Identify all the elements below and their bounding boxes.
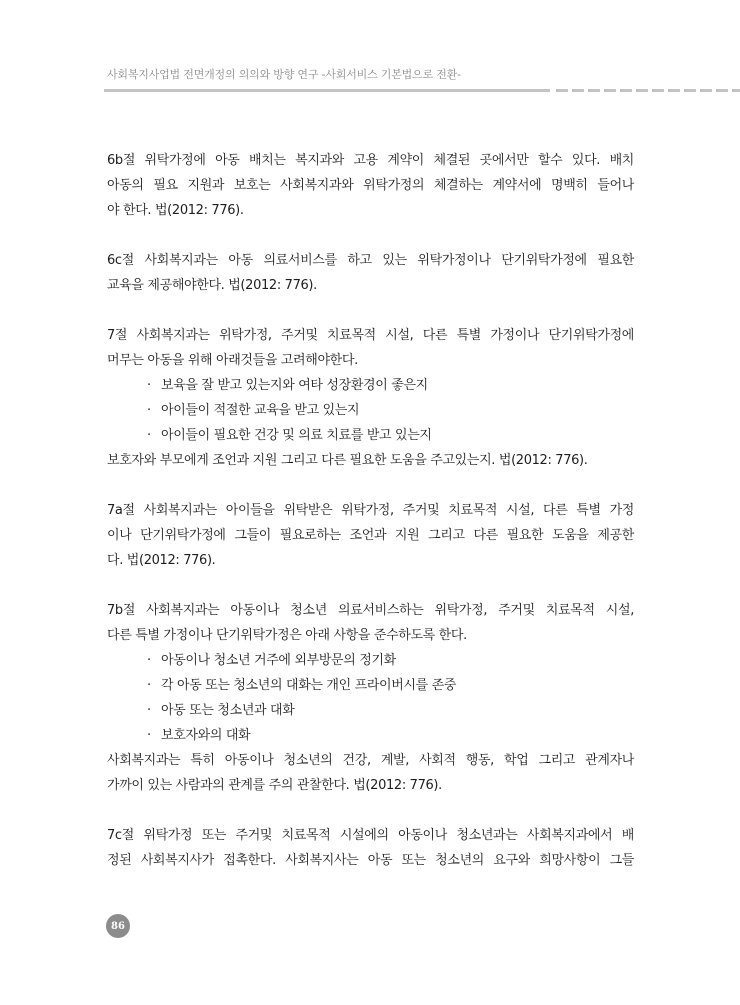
- body-text: [107, 148, 634, 898]
- list-item-text: 각 아동 또는 청소년의 대화는 개인 프라이버시를 존중: [161, 678, 457, 693]
- bullet-glyph: ·: [147, 728, 151, 743]
- text-line: 다. 법(2012: 776).: [107, 553, 216, 568]
- bullet-glyph: ·: [147, 678, 151, 693]
- list-item-text: 아동이나 청소년 거주에 외부방문의 정기화: [161, 653, 396, 668]
- bullet-glyph: ·: [147, 378, 151, 393]
- text-line: 정된 사회복지사가 접촉한다. 사회복지사는 아동 또는 청소년의 요구와 희망사항이 그들: [107, 853, 634, 868]
- text-line: 7절 사회복지과는 위탁가정, 주거및 치료목적 시설, 다른 특별 가정이나 단기위탁가정에: [107, 328, 634, 343]
- text-line: 아동의 필요 지원과 보호는 사회복지과와 위탁가정의 체결하는 계약서에 명백히 들어나: [107, 178, 634, 193]
- running-header: 사회복지사업법 전면개정의 의의와 방향 연구 -사회서비스 기본법으로 전환-: [107, 68, 461, 81]
- list-item-text: 아동 또는 청소년과 대화: [161, 703, 295, 718]
- list-item: [107, 423, 634, 448]
- bullet-glyph: ·: [147, 703, 151, 718]
- text-line: 머무는 아동을 위해 아래것들을 고려해야한다.: [107, 353, 358, 368]
- list-item: [107, 373, 634, 398]
- list-item: [107, 723, 634, 748]
- text-line: 다른 특별 가정이나 단기위탁가정은 아래 사항을 준수하도록 한다.: [107, 628, 467, 643]
- bullet-glyph: ·: [147, 403, 151, 418]
- text-line: 6b절 위탁가정에 아동 배치는 복지과와 고용 계약이 체결된 곳에서만 할수 있다. 배치: [107, 153, 634, 168]
- text-line: 야 한다. 법(2012: 776).: [107, 203, 244, 218]
- list-item-text: 보호자와의 대화: [161, 728, 251, 743]
- text-line: 7a절 사회복지과는 아이들을 위탁받은 위탁가정, 주거및 치료목적 시설, 다른 특별 가정: [107, 503, 634, 518]
- text-line: 7c절 위탁가정 또는 주거및 치료목적 시설에의 아동이나 청소년과는 사회복지과에서 배: [107, 828, 634, 843]
- list-item: [107, 648, 634, 673]
- list-item: [107, 673, 634, 698]
- header-dashed-rule: [556, 89, 740, 92]
- page-number-badge: 86: [106, 914, 130, 938]
- bullet-glyph: ·: [147, 428, 151, 443]
- paragraph-7b: [107, 598, 634, 798]
- paragraph-7: [107, 323, 634, 473]
- list-item: [107, 698, 634, 723]
- list-item-text: 보육을 잘 받고 있는지와 여타 성장환경이 좋은지: [161, 378, 428, 393]
- text-line: 이나 단기위탁가정에 그들이 필요로하는 조언과 지원 그리고 다른 필요한 도움을 제공한: [107, 528, 634, 543]
- paragraph-7c: [107, 823, 634, 873]
- text-line: 보호자와 부모에게 조언과 지원 그리고 다른 필요한 도움을 주고있는지. 법(2012: 776).: [107, 453, 588, 468]
- paragraph-7a: [107, 498, 634, 573]
- header-rule: [104, 89, 550, 92]
- text-line: 6c절 사회복지과는 아동 의료서비스를 하고 있는 위탁가정이나 단기위탁가정에 필요한: [107, 253, 634, 268]
- paragraph-6b: [107, 148, 634, 223]
- list-item: [107, 398, 634, 423]
- list-item-text: 아이들이 적절한 교육을 받고 있는지: [161, 403, 360, 418]
- bullet-glyph: ·: [147, 653, 151, 668]
- text-line: 7b절 사회복지과는 아동이나 청소년 의료서비스하는 위탁가정, 주거및 치료목적 시설,: [107, 603, 634, 618]
- paragraph-6c: [107, 248, 634, 298]
- text-line: 사회복지과는 특히 아동이나 청소년의 건강, 계발, 사회적 행동, 학업 그리고 관계자나: [107, 753, 634, 768]
- text-line: 교육을 제공해야한다. 법(2012: 776).: [107, 278, 317, 293]
- list-item-text: 아이들이 필요한 건강 및 의료 치료를 받고 있는지: [161, 428, 432, 443]
- text-line: 가까이 있는 사람과의 관계를 주의 관찰한다. 법(2012: 776).: [107, 778, 442, 793]
